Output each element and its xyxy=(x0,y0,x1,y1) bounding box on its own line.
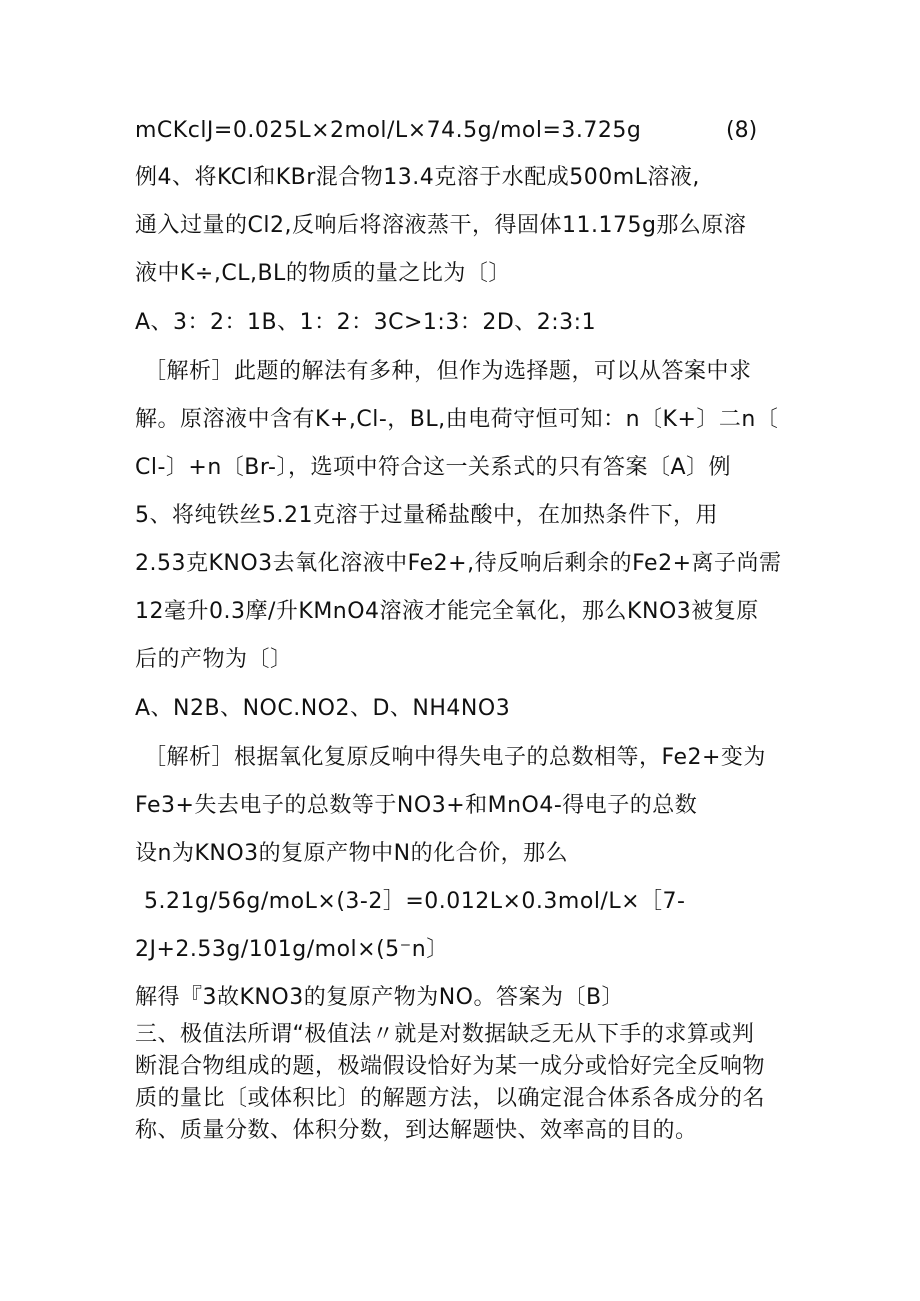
text-line-22: 质的量比〔或体积比〕的解题方法，以确定混合体系各成分的名 xyxy=(135,1086,766,1111)
text-line-11: 12毫升0.3摩/升KMnO4溶液才能完全氧化，那么KNO3被复原 xyxy=(135,599,759,624)
text-line-7: 解。原溶液中含有K+,Cl-，BL,由电荷守恒可知：n〔K+〕二n〔 xyxy=(135,407,779,432)
text-line-6: ［解析］此题的解法有多种，但作为选择题，可以从答案中求 xyxy=(144,359,752,384)
text-line-2: 例4、将KCl和KBr混合物13.4克溶于水配成500mL溶液, xyxy=(135,165,700,190)
text-line-5: A、3：2：1B、1：2：3C>1:3：2D、2:3:1 xyxy=(135,310,597,335)
text-line-18: 2J+2.53g/101g/mol×(5⁻n〕 xyxy=(135,937,449,962)
text-line-4: 液中K÷,CL,BL的物质的量之比为〔〕 xyxy=(135,261,511,286)
text-line-21: 断混合物组成的题，极端假设恰好为某一成分或恰好完全反响物 xyxy=(135,1054,766,1079)
text-line-15: Fe3+失去电子的总数等于NO3+和MnO4-得电子的总数 xyxy=(135,793,698,818)
text-line-19: 解得『3故KNO3的复原产物为NO。答案为〔B〕 xyxy=(135,985,625,1010)
text-line-13: A、N2B、NOC.NO2、D、NH4NO3 xyxy=(135,696,511,721)
text-line-8: Cl-〕+n〔Br-〕，选项中符合这一关系式的只有答案〔A〕例 xyxy=(135,455,732,480)
text-line-9: 5、将纯铁丝5.21克溶于过量稀盐酸中，在加热条件下，用 xyxy=(135,503,718,528)
text-line-20: 三、极值法所谓“极值法〃就是对数据缺乏无从下手的求算或判 xyxy=(135,1022,755,1047)
text-line-16: 设n为KNO3的复原产物中N的化合价，那么 xyxy=(135,841,569,866)
text-line-23: 称、质量分数、体积分数，到达解题快、效率高的目的。 xyxy=(135,1118,698,1143)
text-line-17: 5.21g/56g/moL×(3-2］=0.012L×0.3mol/L×［7- xyxy=(144,889,686,914)
equation-number: (8) xyxy=(726,118,758,143)
text-line-12: 后的产物为〔〕 xyxy=(135,647,293,672)
text-line-14: ［解析］根据氧化复原反响中得失电子的总数相等，Fe2+变为 xyxy=(144,745,766,770)
text-line-3: 通入过量的Cl2,反响后将溶液蒸干，得固体11.175g那么原溶 xyxy=(135,213,747,238)
text-line-1: mCKclJ=0.025L×2mol/L×74.5g/mol=3.725g xyxy=(135,118,642,143)
text-line-10: 2.53克KNO3去氧化溶液中Fe2+,待反响后剩余的Fe2+离子尚需 xyxy=(135,551,782,576)
